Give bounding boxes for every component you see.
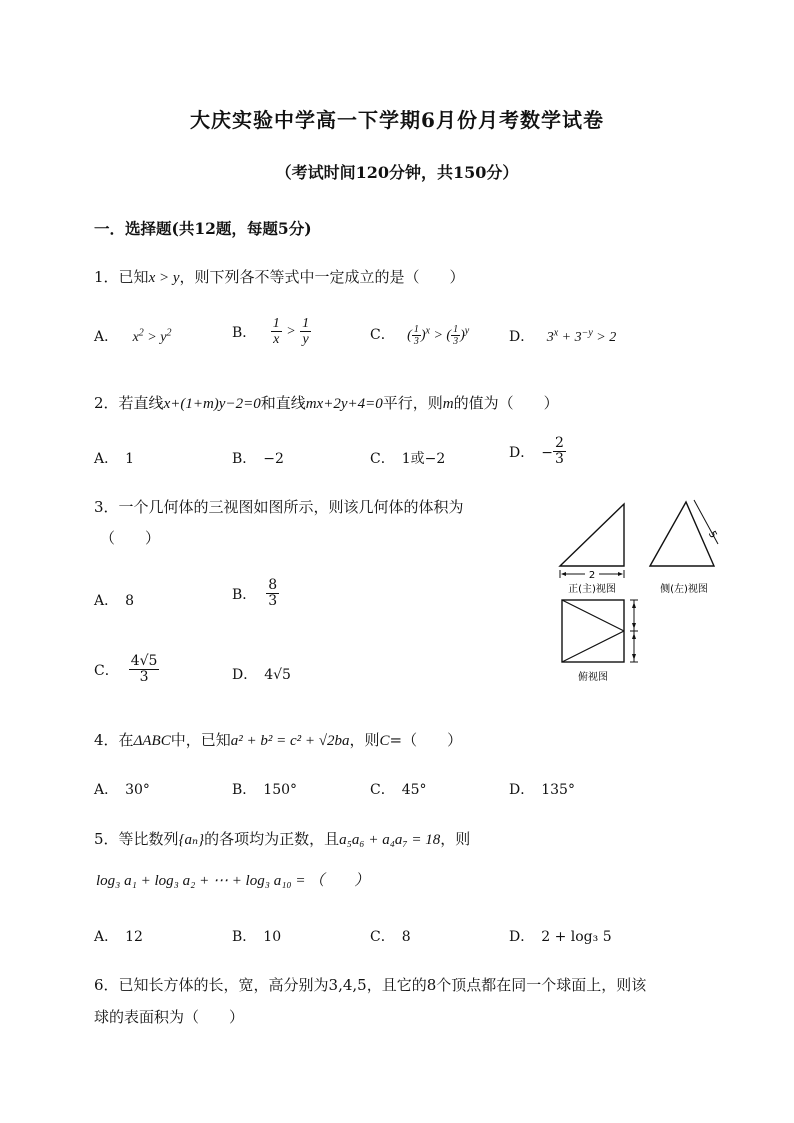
q3-option-c-label: C． <box>94 662 119 679</box>
top-view-label: 俯视图 <box>578 672 608 683</box>
q4-option-c: C． 45° <box>370 782 427 798</box>
q2-number: 2． <box>94 394 119 412</box>
question-3 <box>94 496 464 517</box>
q4-text: 在 <box>118 731 134 749</box>
q1-option-c-label: C． <box>370 327 395 343</box>
q2-var: m <box>442 396 454 412</box>
side-view-dim-line <box>694 500 718 544</box>
front-view-dim-arrow-right <box>618 572 623 576</box>
q4-equation: a² + b² = c² + √2ba <box>230 733 350 749</box>
q1-suffix: ，则下列各不等式中一定成立的是（ ） <box>179 268 465 286</box>
q5-option-a: A． 12 <box>94 929 143 945</box>
question-2 <box>94 392 559 413</box>
q5-text: 等比数列 <box>118 830 179 848</box>
exam-subtitle: （考试时间120分钟，共150分） <box>275 163 519 182</box>
q3-blank: （ ） <box>100 529 161 547</box>
q6-line-1: 已知长方体的长，宽，高分别为3,4,5，且它的8个顶点都在同一个球面上，则该 <box>118 976 647 994</box>
q3-text: 一个几何体的三视图如图所示，则该几何体的体积为 <box>118 498 464 516</box>
q1-option-d: D． $3^x + 3^{-y} > 2$ <box>509 327 617 345</box>
q2-option-d-num: 2 <box>554 435 564 451</box>
q3-option-b-label: B． <box>232 586 257 603</box>
q3-number: 3． <box>94 498 119 516</box>
q1-option-a: A． $x^2 > y^2$ <box>94 327 172 345</box>
q4-number: 4． <box>94 731 119 749</box>
front-view-label: 正(主)视图 <box>568 584 616 595</box>
q2-text: 若直线 <box>118 394 164 412</box>
q5-expression: log₃ a₁ + log₃ a₂ + ⋯ + log₃ a₁₀ = （ ） <box>96 873 370 889</box>
section-title: 一．选择题(共12题，每题5分) <box>94 219 312 238</box>
q5-sequence: {aₙ} <box>178 832 205 848</box>
front-view-dim-label: 2 <box>588 570 596 581</box>
side-view-label: 侧(左)视图 <box>660 584 708 595</box>
q4-option-b: B． 150° <box>232 782 298 798</box>
q2-text: 的值为（ ） <box>453 394 559 412</box>
q3-option-c-num: 4√5 <box>130 653 158 669</box>
q5-text: 的各项均为正数，且 <box>204 830 340 848</box>
q1-number: 1． <box>94 268 119 286</box>
exam-title: 大庆实验中学高一下学期6月份月考数学试卷 <box>190 108 604 132</box>
q1-option-a-label: A． <box>94 329 119 345</box>
front-view-dim-arrow-left <box>561 572 566 576</box>
q2-option-a: A． 1 <box>94 451 135 467</box>
q3-option-c <box>94 654 159 686</box>
q2-line-1: x+(1+m)y−2=0 <box>163 396 261 412</box>
q2-option-b: B． −2 <box>232 451 284 467</box>
q2-option-d-den: 3 <box>554 451 564 468</box>
q1-condition: x > y <box>148 270 180 286</box>
side-view-triangle <box>650 502 714 566</box>
question-4 <box>94 729 462 750</box>
q6-line-2: 球的表面积为（ ） <box>94 1008 245 1026</box>
q2-option-c: C． 1或−2 <box>370 451 446 467</box>
q5-number: 5． <box>94 830 119 848</box>
question-1 <box>94 266 465 287</box>
side-view-dim-label: 5 <box>705 529 719 541</box>
top-view-diagonal-1 <box>562 600 624 631</box>
q6-number: 6． <box>94 976 119 994</box>
q4-var: C <box>379 733 390 749</box>
question-6 <box>94 974 646 995</box>
three-view-figure <box>552 494 722 690</box>
q1-option-c: C． ( $\frac{1}{3}$ )$^x$ > ( $\frac{1}{3}$ )$^y$ <box>370 324 470 348</box>
q2-line-2: mx+2y+4=0 <box>305 396 383 412</box>
q5-option-c: C． 8 <box>370 929 411 945</box>
question-5 <box>94 828 470 849</box>
q3-option-a: A． 8 <box>94 593 135 609</box>
q2-option-d <box>509 436 566 468</box>
q4-option-d: D． 135° <box>509 782 575 798</box>
q3-option-d: D． 4√5 <box>232 667 291 683</box>
q4-text: 中，已知 <box>170 731 231 749</box>
q3-option-b-num: 8 <box>268 577 278 593</box>
q4-option-a: A． 30° <box>94 782 150 798</box>
top-view-diagonal-2 <box>562 631 624 662</box>
q3-option-c-den: 3 <box>139 669 149 686</box>
q1-option-b-label: B． <box>232 324 257 341</box>
q5-option-d: D． 2 + log₃ 5 <box>509 929 612 945</box>
q2-option-d-label: D． − <box>509 444 553 461</box>
top-view-arrow-2 <box>632 623 636 629</box>
q5-text: ，则 <box>440 830 471 848</box>
top-view-arrow-1 <box>632 602 636 608</box>
q4-text: ，则 <box>349 731 380 749</box>
q4-triangle: ΔABC <box>133 733 171 749</box>
front-view-triangle <box>560 504 624 566</box>
top-view-square <box>562 600 624 662</box>
top-view-arrow-3 <box>632 633 636 639</box>
q1-prefix: 已知 <box>118 268 149 286</box>
q3-option-b-den: 3 <box>268 593 278 610</box>
q2-text: 和直线 <box>260 394 306 412</box>
q5-equation: a₅a₆ + a₄a₇ = 18 <box>339 832 441 848</box>
q4-text: =（ ） <box>389 731 463 749</box>
q5-option-b: B． 10 <box>232 929 282 945</box>
top-view-arrow-4 <box>632 654 636 660</box>
q1-option-d-label: D． <box>509 329 535 345</box>
q2-text: 平行，则 <box>382 394 443 412</box>
q3-option-b <box>232 578 279 610</box>
q1-option-b: B． $\frac{1}{x}$ > $\frac{1}{y}$ <box>232 316 310 348</box>
